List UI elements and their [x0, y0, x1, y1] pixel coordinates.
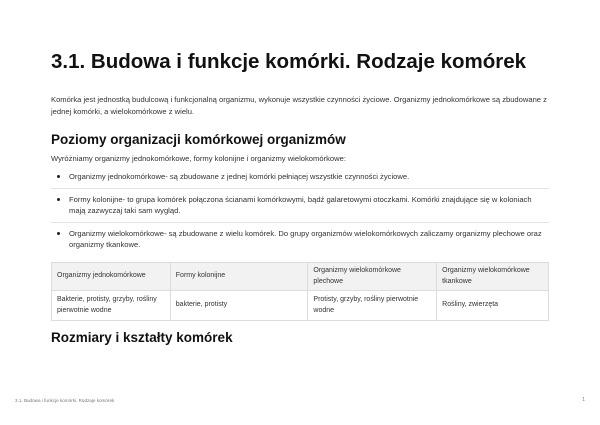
list-item — [51, 166, 549, 189]
page-title: 3.1. Budowa i funkcje komórki. Rodzaje komórek — [51, 50, 527, 73]
bullet-icon — [57, 175, 60, 178]
table-cell: Protisty, grzyby, rośliny pierwotnie wodne — [308, 291, 437, 321]
table-header-cell: Organizmy jednokomórkowe — [52, 263, 171, 291]
footer-title: 3.1. Budowa i funkcje komórki. Rodzaje komórek — [15, 398, 115, 403]
organisms-table — [51, 262, 549, 321]
table-cell: Rośliny, zwierzęta — [437, 291, 549, 321]
page-number: 1 — [582, 397, 585, 403]
table-header-cell: Organizmy wielokomórkowe plechowe — [308, 263, 437, 291]
section-heading-levels: Poziomy organizacji komórkowej organizmów — [51, 132, 346, 147]
table-header-cell: Organizmy wielokomórkowe tkankowe — [437, 263, 549, 291]
list-item — [51, 189, 549, 223]
table-header-row — [52, 263, 549, 291]
list-item-text: Organizmy jednokomórkowe- są zbudowane z jednej komórki pełniącej wszystkie czynności życiowe. — [69, 172, 410, 181]
bullet-icon — [57, 198, 60, 201]
table-cell: Bakterie, protisty, grzyby, rośliny pierwotnie wodne — [52, 291, 171, 321]
organization-levels-list — [51, 166, 549, 256]
list-item-text: Organizmy wielokomórkowe- są zbudowane z wielu komórek. Do grupy organizmów wielokomórkowych zaliczamy organizmy plechowe oraz organizmy tkankowe. — [69, 228, 542, 249]
list-item — [51, 223, 549, 256]
list-item-text: Formy kolonijne- to grupa komórek połączona ścianami komórkowymi, bądź galaretowymi otoczkami. Komórki znajdujące się w koloniach mają zazwyczaj taki sam wygląd. — [69, 194, 532, 215]
table-header-cell: Formy kolonijne — [170, 263, 308, 291]
bullet-icon — [57, 232, 60, 235]
section-heading-sizes: Rozmiary i kształty komórek — [51, 330, 233, 345]
table-row — [52, 291, 549, 321]
table-cell: bakterie, protisty — [170, 291, 308, 321]
intro-paragraph: Komórka jest jednostką budulcową i funkcjonalną organizmu, wykonuje wszystkie czynności życiowe. Organizmy jednokomórkowe są zbudowane z jednej komórki, a wielokomórkowe z wielu. — [51, 95, 547, 116]
section-lead: Wyróżniamy organizmy jednokomórkowe, formy kolonijne i organizmy wielokomórkowe: — [51, 154, 346, 163]
